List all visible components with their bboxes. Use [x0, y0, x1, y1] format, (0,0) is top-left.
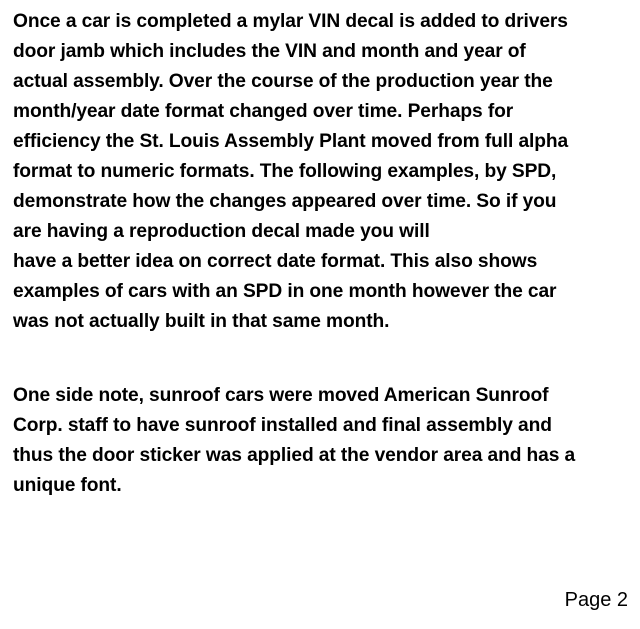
paragraph-sunroof-note [13, 381, 635, 501]
text-line: have a better idea on correct date format. This also shows [13, 251, 538, 272]
text-line: One side note, sunroof cars were moved American Sunroof [13, 385, 549, 406]
text-line: Once a car is completed a mylar VIN decal is added to drivers [13, 11, 568, 32]
text-line: door jamb which includes the VIN and month and year of [13, 41, 526, 62]
text-line: examples of cars with an SPD in one month however the car [13, 281, 557, 302]
text-line: demonstrate how the changes appeared over time. So if you [13, 191, 557, 212]
text-line: efficiency the St. Louis Assembly Plant moved from full alpha [13, 131, 569, 152]
text-line: unique font. [13, 475, 122, 496]
text-line: thus the door sticker was applied at the vendor area and has a [13, 445, 576, 466]
text-line: was not actually built in that same month. [13, 311, 390, 332]
text-line: month/year date format changed over time. Perhaps for [13, 101, 514, 122]
text-line: actual assembly. Over the course of the production year the [13, 71, 553, 92]
paragraph-vin-decal [13, 7, 635, 337]
text-line: Corp. staff to have sunroof installed and final assembly and [13, 415, 552, 436]
text-line: format to numeric formats. The following examples, by SPD, [13, 161, 557, 182]
page-number: Page 2 [564, 589, 628, 611]
text-line: are having a reproduction decal made you will [13, 221, 430, 242]
